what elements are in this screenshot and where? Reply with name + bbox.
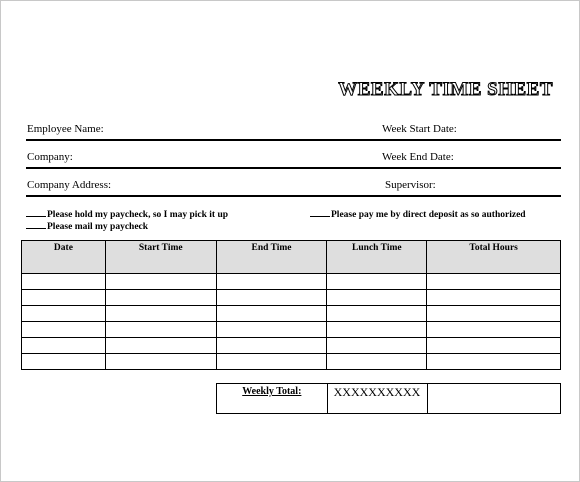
mail-paycheck-label: Please mail my paycheck [47,222,149,232]
direct-deposit-blank[interactable] [310,208,330,217]
table-row [22,338,561,354]
table-cell[interactable] [327,338,427,354]
company-row [26,151,561,169]
column-header-total-hours: Total Hours [427,241,561,274]
table-cell[interactable] [22,322,106,338]
table-cell[interactable] [327,306,427,322]
table-cell[interactable] [216,338,327,354]
table-cell[interactable] [327,322,427,338]
column-header-lunch-time: Lunch Time [327,241,427,274]
table-row [22,274,561,290]
weekly-total-hours-cell[interactable] [427,384,560,414]
table-cell[interactable] [427,338,561,354]
company-address-label: Company Address: [27,179,112,191]
table-cell[interactable] [22,354,106,370]
table-cell[interactable] [105,274,216,290]
table-cell[interactable] [22,338,106,354]
table-row [22,322,561,338]
table-cell[interactable] [22,306,106,322]
weekly-total-row [217,384,561,414]
hold-paycheck-label: Please hold my paycheck, so I may pick it up [47,210,229,220]
direct-deposit-option[interactable] [310,208,526,220]
column-header-start-time: Start Time [105,241,216,274]
hold-paycheck-blank[interactable] [26,208,46,217]
direct-deposit-label: Please pay me by direct deposit as so authorized [331,210,526,220]
column-header-end-time: End Time [216,241,327,274]
week-start-label: Week Start Date: [382,123,457,135]
weekly-total-label: Weekly Total: [217,384,328,414]
table-cell[interactable] [327,290,427,306]
mail-paycheck-option[interactable] [26,220,148,232]
company-label: Company: [27,151,73,163]
table-cell[interactable] [105,306,216,322]
weekly-total-placeholder: XXXXXXXXXX [327,384,427,414]
table-cell[interactable] [22,290,106,306]
week-end-label: Week End Date: [382,151,454,163]
table-cell[interactable] [216,274,327,290]
table-cell[interactable] [327,354,427,370]
table-row [22,354,561,370]
mail-paycheck-blank[interactable] [26,220,46,229]
table-cell[interactable] [427,322,561,338]
table-cell[interactable] [327,274,427,290]
table-cell[interactable] [427,354,561,370]
supervisor-label: Supervisor: [385,179,436,191]
employee-row [26,123,561,141]
table-header-row [22,241,561,274]
hold-paycheck-option[interactable] [26,208,228,220]
table-row [22,306,561,322]
employee-name-label: Employee Name: [27,123,104,135]
table-cell[interactable] [216,322,327,338]
table-cell[interactable] [105,322,216,338]
table-cell[interactable] [105,354,216,370]
table-cell[interactable] [105,290,216,306]
table-row [22,290,561,306]
table-cell[interactable] [427,274,561,290]
address-row [26,179,561,197]
page-title: WEEKLY TIME SHEET [338,79,553,100]
column-header-date: Date [22,241,106,274]
table-cell[interactable] [427,290,561,306]
table-cell[interactable] [427,306,561,322]
table-cell[interactable] [216,354,327,370]
table-cell[interactable] [216,290,327,306]
time-table [21,240,561,370]
table-cell[interactable] [216,306,327,322]
table-cell[interactable] [22,274,106,290]
table-cell[interactable] [105,338,216,354]
weekly-total-table [216,383,561,414]
